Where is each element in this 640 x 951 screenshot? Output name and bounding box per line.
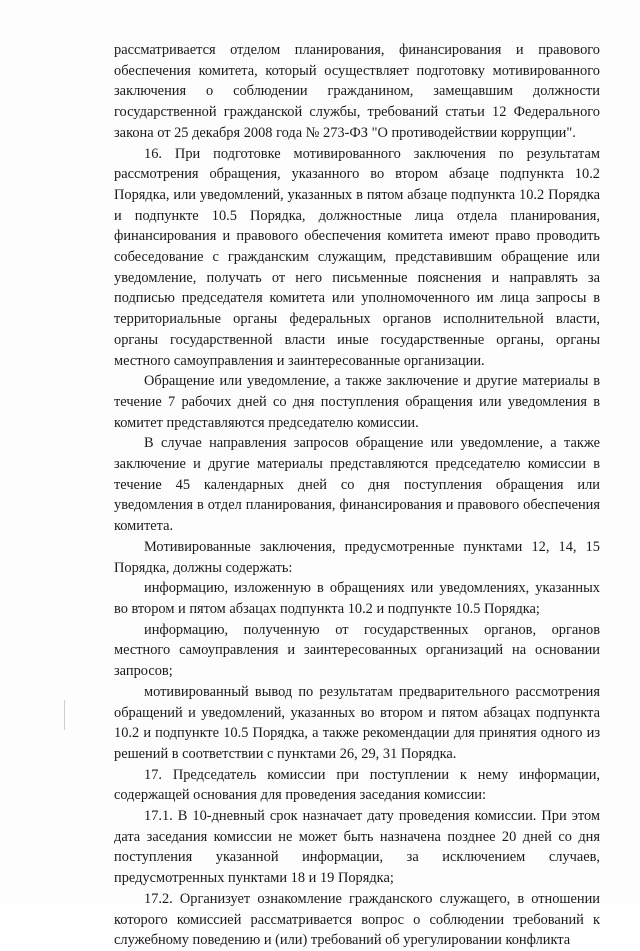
paragraph-17-1: 17.1. В 10-дневный срок назначает дату проведения комиссии. При этом дата заседания комиссии не может быть назначена позднее 20 дней со дня поступления указанной информации, за исключением случаев, предусмотренных пунктами 18 и 19 Порядка; bbox=[114, 808, 600, 887]
list-item-information-from-appeals: информацию, изложенную в обращениях или уведомлениях, указанных во втором и пятом абзацах подпункта 10.2 и подпункте 10.5 Порядка; bbox=[114, 580, 600, 617]
paragraph-17: 17. Председатель комиссии при поступлении к нему информации, содержащей основания для проведения заседания комиссии: bbox=[114, 766, 600, 804]
scan-artifact bbox=[64, 700, 65, 730]
paragraph-conclusion-contents: Мотивированные заключения, предусмотренные пунктами 12, 14, 15 Порядка, должны содержать: bbox=[114, 538, 600, 576]
paragraph-submission-7-days: Обращение или уведомление, а также заключение и другие материалы в течение 7 рабочих дней со дня поступления обращения или уведомления в комитет представляются председателю комиссии. bbox=[114, 373, 600, 431]
document-body bbox=[114, 40, 600, 951]
paragraph-continuation: рассматривается отделом планирования, финансирования и правового обеспечения комитета, который осуществляет подготовку мотивированного заключения о соблюдении гражданином, замещавшим должности государственной гражданской службы, требований статьи 12 Федерального закона от 25 декабря 2008 года № 273-ФЗ "О противодействии коррупции". bbox=[114, 42, 600, 141]
paragraph-16: 16. При подготовке мотивированного заключения по результатам рассмотрения обращения, указанного во втором абзаце подпункта 10.2 Порядка, или уведомлений, указанных в пятом абзаце подпункта 10.2 Порядка и подпункте 10.5 Порядка, должностные лица отдела планирования, финансирования и правового обеспечения комитета имеют право проводить собеседование с гражданским служащим, представившим обращение или уведомление, получать от него письменные пояснения и направлять за подписью председателя комитета или уполномоченного им лица запросы в территориальные органы федеральных органов исполнительной власти, органы государственной власти иные государственные органы, органы местного самоуправления и заинтересованные организации. bbox=[114, 145, 600, 369]
paragraph-submission-45-days: В случае направления запросов обращение или уведомление, а также заключение и другие материалы представляются председателю комиссии в течение 45 календарных дней со дня поступления обращения или уведомления в отдел планирования, финансирования и правового обеспечения комитета. bbox=[114, 435, 600, 535]
paragraph-17-2: 17.2. Организует ознакомление гражданского служащего, в отношении которого комиссией рассматривается вопрос о соблюдении требований к служебному поведению и (или) требований об урегулировании конфликта bbox=[114, 890, 600, 949]
list-item-motivated-conclusion: мотивированный вывод по результатам предварительного рассмотрения обращений и уведомлений, указанных во втором и пятом абзацах подпункта 10.2 и подпункте 10.5 Порядка, а также рекомендации для принятия одного из решений в соответствии с пунктами 26, 29, 31 Порядка. bbox=[114, 683, 600, 762]
list-item-information-from-bodies: информацию, полученную от государственных органов, органов местного самоуправления и заинтересованных организаций на основании запросов; bbox=[114, 621, 600, 680]
